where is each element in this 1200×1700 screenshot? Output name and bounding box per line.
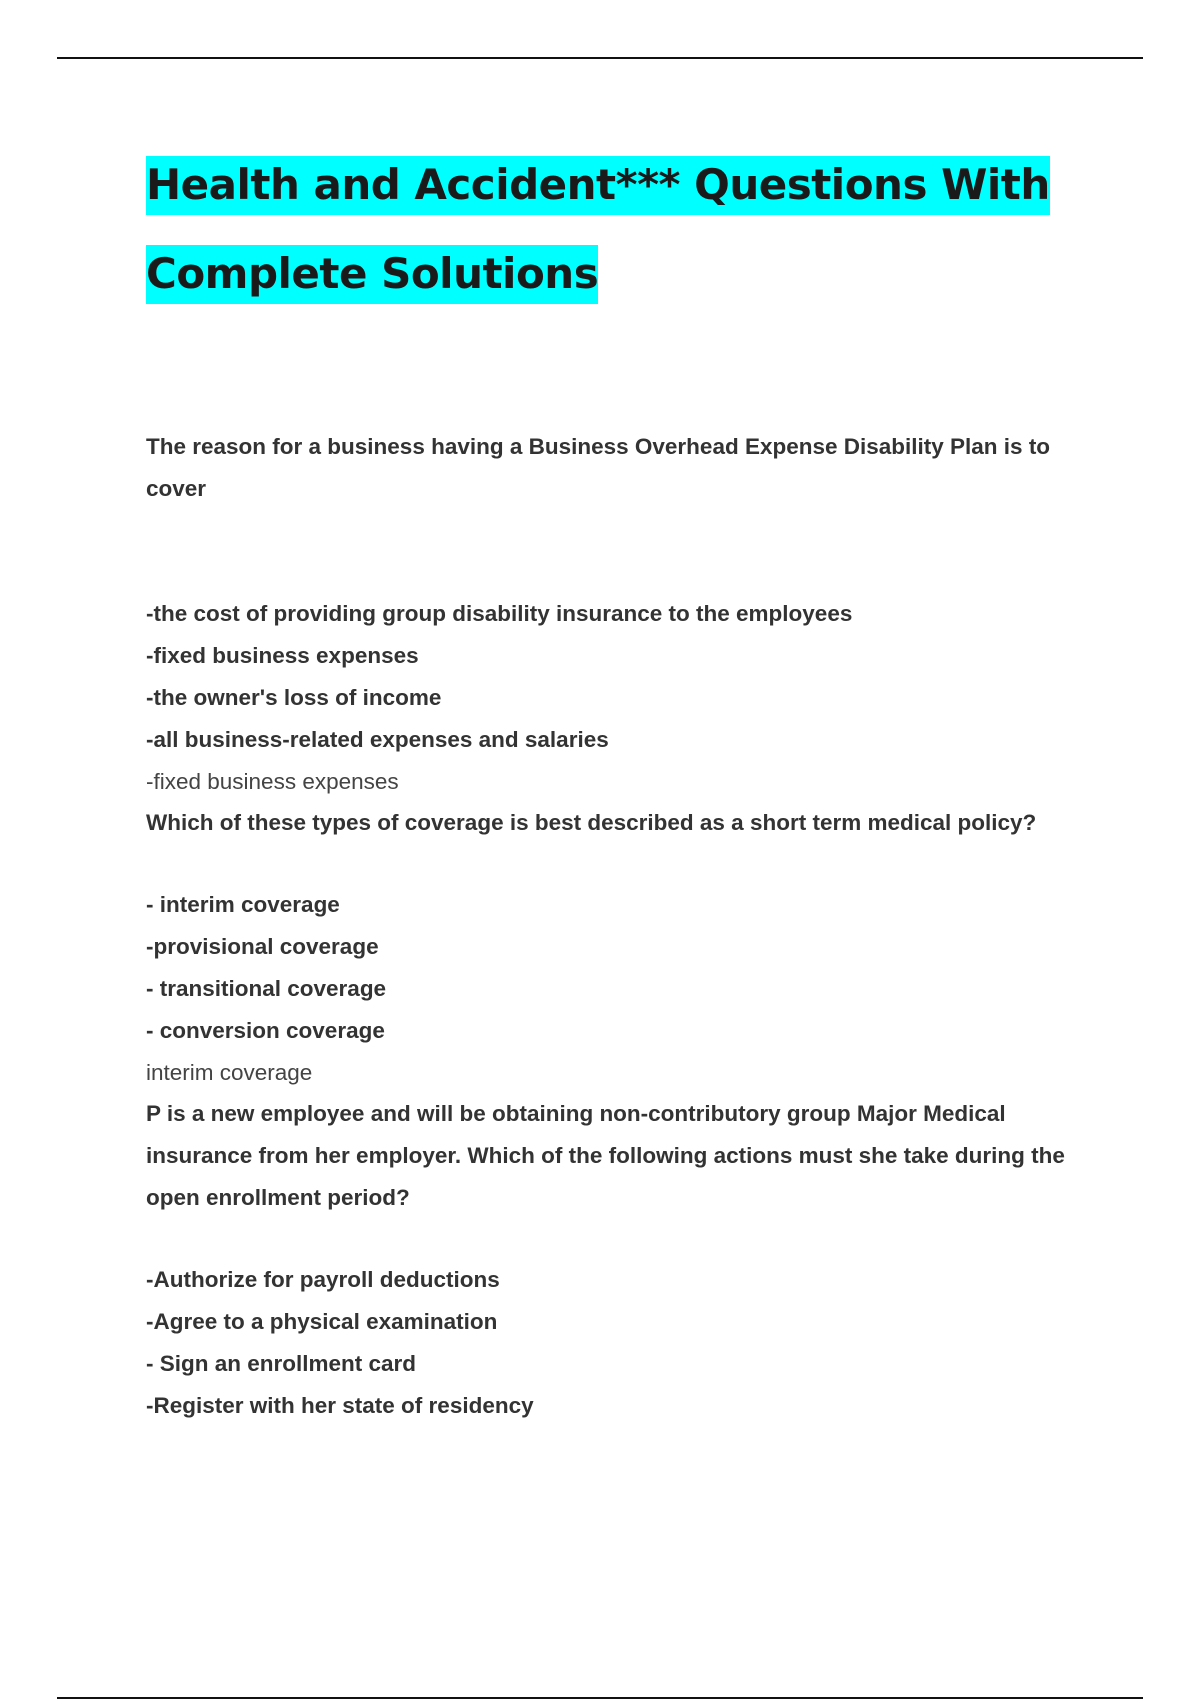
question-text: P is a new employee and will be obtaining non-contributory group Major Medical insurance from her employer. Which of the following actions must she take during the open enrollment period? xyxy=(146,1101,1065,1210)
option-item: -all business-related expenses and salaries xyxy=(146,727,609,752)
document-body xyxy=(146,140,1096,1427)
question-text: The reason for a business having a Business Overhead Expense Disability Plan is to cover xyxy=(146,434,1051,501)
options-list xyxy=(146,884,1096,1052)
option-item: -provisional coverage xyxy=(146,934,379,959)
option-item: -fixed business expenses xyxy=(146,643,419,668)
options-list xyxy=(146,1259,1096,1427)
option-item: -the cost of providing group disability insurance to the employees xyxy=(146,601,853,626)
top-rule xyxy=(57,57,1143,59)
option-item: -Register with her state of residency xyxy=(146,1393,534,1418)
answer-text: -fixed business expenses xyxy=(146,769,399,794)
option-item: -Authorize for payroll deductions xyxy=(146,1267,500,1292)
options-list xyxy=(146,593,1096,761)
question-block-2 xyxy=(146,802,1096,1093)
option-item: -the owner's loss of income xyxy=(146,685,442,710)
option-item: -Agree to a physical examination xyxy=(146,1309,498,1334)
question-block-3 xyxy=(146,1093,1096,1427)
document-title xyxy=(146,140,1096,318)
option-item: - Sign an enrollment card xyxy=(146,1351,417,1376)
bottom-rule xyxy=(57,1697,1143,1699)
question-text: Which of these types of coverage is best described as a short term medical policy? xyxy=(146,810,1037,835)
answer-text: interim coverage xyxy=(146,1060,313,1085)
option-item: - conversion coverage xyxy=(146,1018,385,1043)
option-item: - interim coverage xyxy=(146,892,340,917)
title-line-2: Complete Solutions xyxy=(146,245,598,304)
title-line-1: Health and Accident*** Questions With xyxy=(146,156,1050,215)
question-block-1 xyxy=(146,426,1096,802)
option-item: - transitional coverage xyxy=(146,976,387,1001)
